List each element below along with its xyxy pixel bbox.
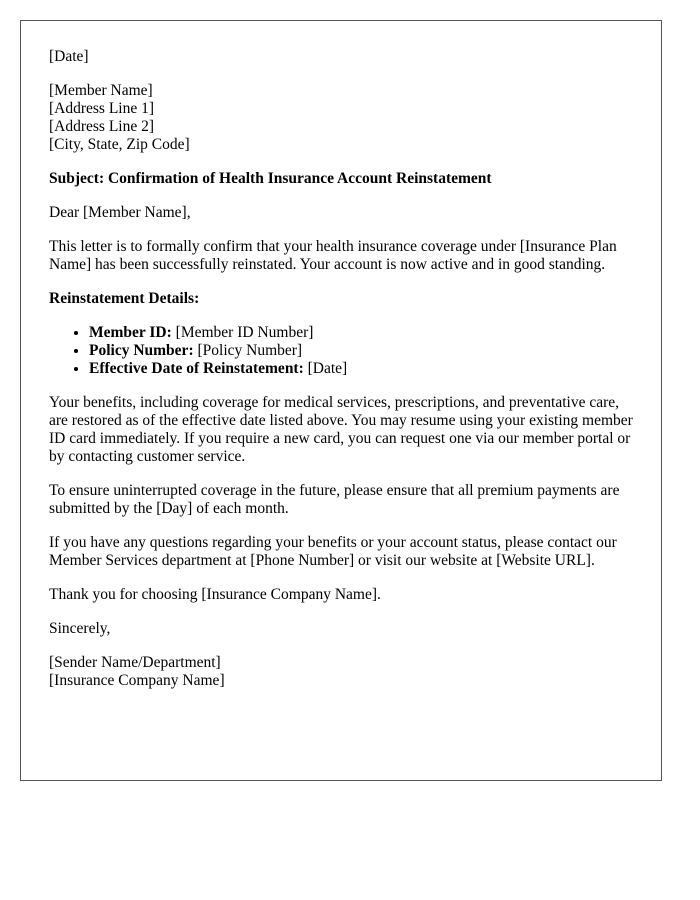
signature-sender: [Sender Name/Department] bbox=[49, 654, 221, 671]
signature-company: [Insurance Company Name] bbox=[49, 672, 225, 689]
detail-value: [Member ID Number] bbox=[171, 324, 314, 341]
intro-paragraph: This letter is to formally confirm that your health insurance coverage under [Insurance Plan Name] has been successfully reinstated. Your account is now active and in good standing. bbox=[49, 238, 617, 273]
thanks-paragraph: Thank you for choosing [Insurance Company Name]. bbox=[49, 586, 381, 603]
address-city-state-zip: [City, State, Zip Code] bbox=[49, 136, 190, 153]
detail-label: Member ID: bbox=[89, 324, 172, 341]
detail-item-member-id bbox=[89, 324, 633, 342]
detail-item-policy-number bbox=[89, 342, 633, 360]
recipient-address bbox=[49, 82, 633, 154]
closing: Sincerely, bbox=[49, 620, 111, 637]
letter-date: [Date] bbox=[49, 48, 89, 65]
detail-label: Effective Date of Reinstatement: bbox=[89, 360, 304, 377]
detail-item-effective-date bbox=[89, 360, 633, 378]
signature-block bbox=[49, 654, 633, 690]
detail-label: Policy Number: bbox=[89, 342, 194, 359]
benefits-paragraph: Your benefits, including coverage for medical services, prescriptions, and preventative care, are restored as of the effective date listed above. You may resume using your existing member ID card immediately. If you require a new card, you can request one via our member portal or by contacting customer service. bbox=[49, 394, 633, 465]
salutation: Dear [Member Name], bbox=[49, 204, 191, 221]
address-member-name: [Member Name] bbox=[49, 82, 153, 99]
payments-paragraph: To ensure uninterrupted coverage in the future, please ensure that all premium payments are submitted by the [Day] of each month. bbox=[49, 482, 620, 517]
detail-value: [Date] bbox=[303, 360, 348, 377]
details-list bbox=[49, 324, 633, 378]
letter-page bbox=[20, 20, 662, 781]
letter-subject: Subject: Confirmation of Health Insurance Account Reinstatement bbox=[49, 170, 492, 187]
address-line-1: [Address Line 1] bbox=[49, 100, 155, 117]
contact-paragraph: If you have any questions regarding your benefits or your account status, please contact our Member Services department at [Phone Number] or visit our website at [Website URL]. bbox=[49, 534, 617, 569]
detail-value: [Policy Number] bbox=[193, 342, 303, 359]
address-line-2: [Address Line 2] bbox=[49, 118, 155, 135]
details-heading: Reinstatement Details: bbox=[49, 290, 200, 307]
